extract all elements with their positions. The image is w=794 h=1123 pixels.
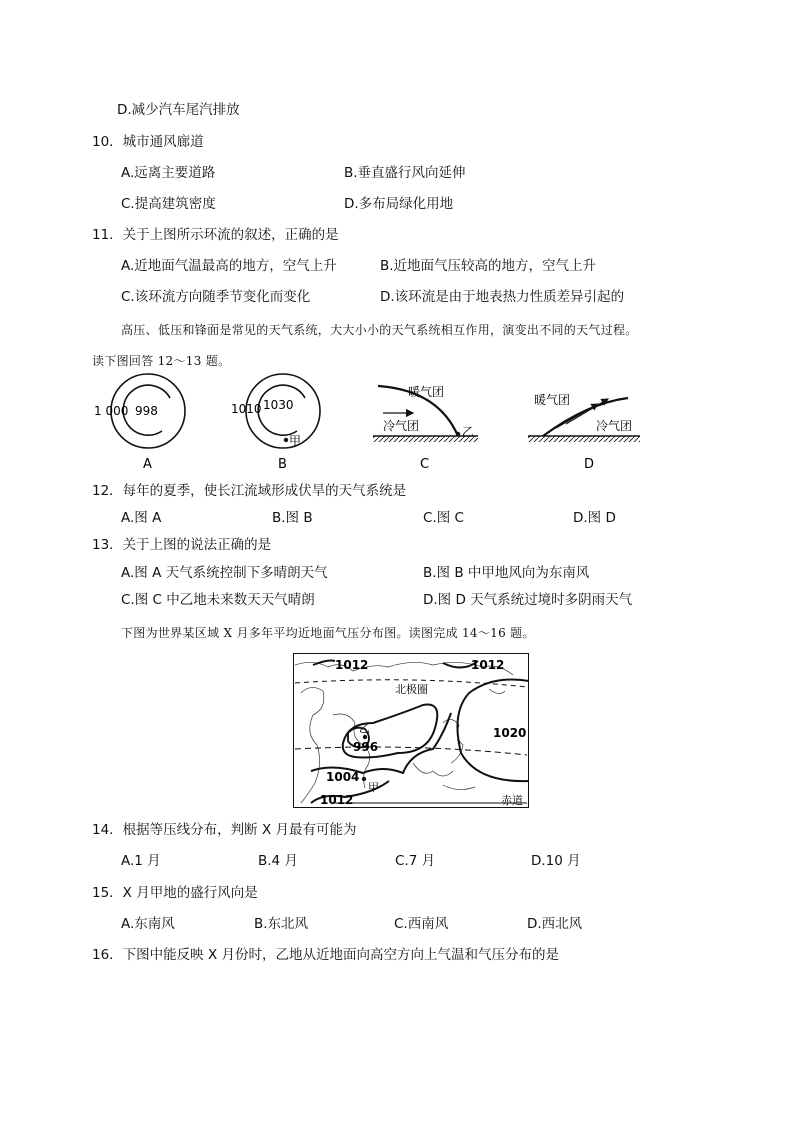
diagram-a-isobar-inner: 998 (135, 404, 158, 418)
q15-option-d: D.西北风 (527, 916, 583, 932)
q14-option-c: C.7 月 (395, 853, 436, 869)
intro-read-figure-12-13: 读下图回答 12～13 题。 (92, 354, 231, 368)
q15-option-c: C.西南风 (394, 916, 449, 932)
q11-option-d: D.该环流是由于地表热力性质差异引起的 (380, 289, 625, 305)
map-equator-label: 赤道 (501, 794, 523, 807)
q10-option-c: C.提高建筑密度 (121, 196, 216, 212)
q11-option-c: C.该环流方向随季节变化而变化 (121, 289, 311, 305)
map-isobar-996: 996 (353, 740, 379, 754)
intro-pressure-map: 下图为世界某区域 X 月多年平均近地面气压分布图。读图完成 14～16 题。 (121, 626, 535, 640)
diagram-c-point-label: 乙 (462, 425, 475, 439)
q10-option-a: A.远离主要道路 (121, 165, 216, 181)
diagram-b-isobar-inner: 1030 (263, 398, 294, 412)
intro-weather-systems: 高压、低压和锋面是常见的天气系统，大大小小的天气系统相互作用，演变出不同的天气过程。 (121, 323, 638, 337)
diagram-b-high-pressure (231, 374, 320, 472)
diagram-a-low-pressure (94, 374, 185, 472)
diagram-c-caption: C (420, 457, 430, 472)
diagram-d-warm-label: 暖气团 (534, 393, 571, 407)
diagram-b-point-label: 甲 (289, 434, 302, 448)
map-isobar-1012-top-left: 1012 (335, 658, 369, 672)
diagram-c-cold-front (373, 384, 478, 472)
q15-option-b: B.东北风 (254, 916, 309, 932)
map-arctic-circle-label: 北极圈 (395, 683, 428, 696)
q15-option-a: A.东南风 (121, 916, 175, 932)
map-point-jia (362, 777, 366, 781)
weather-systems-figure (88, 368, 648, 473)
map-isobar-1004: 1004 (326, 770, 360, 784)
q13-option-b: B.图 B 中甲地风向为东南风 (423, 565, 590, 581)
q13-option-a: A.图 A 天气系统控制下多晴朗天气 (121, 565, 328, 581)
q12-option-d: D.图 D (573, 510, 616, 526)
q12-option-c: C.图 C (423, 510, 464, 526)
q12-option-b: B.图 B (272, 510, 313, 526)
diagram-b-point-jia (284, 438, 288, 442)
map-point-yi (363, 735, 367, 739)
diagram-b-isobar-outer: 1010 (231, 402, 262, 416)
map-isobar-1012-top-right: 1012 (471, 658, 505, 672)
map-point-jia-label: 甲 (368, 781, 379, 794)
diagram-d-cold-label: 冷气团 (596, 419, 633, 433)
q14-option-b: B.4 月 (258, 853, 298, 869)
q14-option-d: D.10 月 (531, 853, 581, 869)
q9-option-d: D.减少汽车尾汽排放 (117, 102, 240, 118)
diagram-b-caption: B (278, 457, 287, 472)
q10-stem: 10．城市通风廊道 (92, 134, 204, 150)
map-point-yi-label: 乙 (359, 722, 370, 735)
q10-option-b: B.垂直盛行风向延伸 (344, 165, 466, 181)
q13-option-c: C.图 C 中乙地未来数天天气晴朗 (121, 592, 315, 608)
q11-option-a: A.近地面气温最高的地方，空气上升 (121, 258, 337, 274)
diagram-a-isobar-outer: 1 000 (94, 404, 129, 418)
map-isobar-1020: 1020 (493, 726, 527, 740)
q13-option-d: D.图 D 天气系统过境时多阴雨天气 (423, 592, 633, 608)
diagram-c-warm-label: 暖气团 (408, 385, 445, 399)
diagram-d-warm-front (528, 392, 640, 472)
q11-stem: 11．关于上图所示环流的叙述，正确的是 (92, 227, 339, 243)
q13-stem: 13．关于上图的说法正确的是 (92, 537, 272, 553)
q10-option-d: D.多布局绿化用地 (344, 196, 454, 212)
q14-option-a: A.1 月 (121, 853, 161, 869)
q16-stem: 16．下图中能反映 X 月份时，乙地从近地面向高空方向上气温和气压分布的是 (92, 947, 560, 963)
diagram-a-caption: A (143, 457, 152, 472)
diagram-c-point-yi (456, 432, 460, 436)
map-isobar-1012-bottom: 1012 (320, 793, 354, 807)
q12-stem: 12．每年的夏季，使长江流域形成伏旱的天气系统是 (92, 483, 407, 499)
q12-option-a: A.图 A (121, 510, 162, 526)
q15-stem: 15．X 月甲地的盛行风向是 (92, 885, 258, 901)
q11-option-b: B.近地面气压较高的地方，空气上升 (380, 258, 597, 274)
diagram-c-cold-label: 冷气团 (383, 419, 420, 433)
pressure-distribution-map (293, 653, 529, 808)
diagram-d-caption: D (584, 457, 595, 472)
q14-stem: 14．根据等压线分布，判断 X 月最有可能为 (92, 822, 357, 838)
